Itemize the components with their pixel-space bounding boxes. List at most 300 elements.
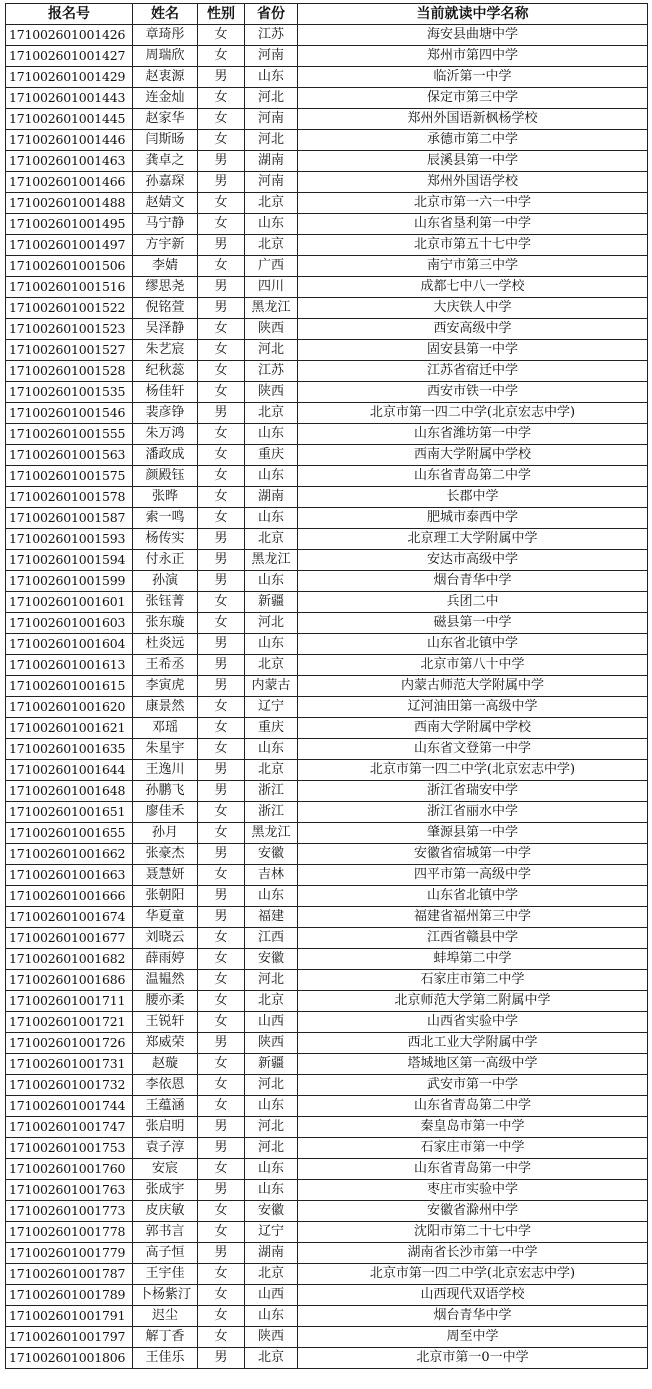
name-cell: 孙鹏飞 xyxy=(133,781,198,802)
gender-cell: 男 xyxy=(198,844,245,865)
table-row xyxy=(6,46,648,67)
table-row xyxy=(6,1138,648,1159)
name-cell: 周瑞欣 xyxy=(133,46,198,67)
name-cell: 孙演 xyxy=(133,571,198,592)
school-cell: 北京市第五十七中学 xyxy=(298,235,648,256)
school-cell: 临沂第一中学 xyxy=(298,67,648,88)
table-row xyxy=(6,949,648,970)
name-cell: 杨传实 xyxy=(133,529,198,550)
registration-number-cell: 171002601001535 xyxy=(6,382,133,403)
table-row xyxy=(6,928,648,949)
name-cell: 朱万鸿 xyxy=(133,424,198,445)
province-cell: 山东 xyxy=(245,214,298,235)
registration-number-cell: 171002601001587 xyxy=(6,508,133,529)
name-cell: 杜炎远 xyxy=(133,634,198,655)
province-cell: 浙江 xyxy=(245,802,298,823)
gender-cell: 男 xyxy=(198,235,245,256)
registration-number-cell: 171002601001603 xyxy=(6,613,133,634)
table-row xyxy=(6,109,648,130)
gender-cell: 女 xyxy=(198,970,245,991)
province-cell: 黑龙江 xyxy=(245,298,298,319)
province-cell: 河北 xyxy=(245,340,298,361)
gender-cell: 女 xyxy=(198,445,245,466)
registration-number-cell: 171002601001575 xyxy=(6,466,133,487)
name-cell: 张朝阳 xyxy=(133,886,198,907)
school-cell: 石家庄市第二中学 xyxy=(298,970,648,991)
registration-number-cell: 171002601001463 xyxy=(6,151,133,172)
table-row xyxy=(6,781,648,802)
school-cell: 磁县第一中学 xyxy=(298,613,648,634)
school-cell: 长郡中学 xyxy=(298,487,648,508)
table-row xyxy=(6,676,648,697)
table-row xyxy=(6,571,648,592)
name-cell: 郑威荣 xyxy=(133,1033,198,1054)
school-cell: 成都七中八一学校 xyxy=(298,277,648,298)
gender-cell: 男 xyxy=(198,277,245,298)
province-cell: 安徽 xyxy=(245,1201,298,1222)
province-cell: 山东 xyxy=(245,67,298,88)
gender-cell: 女 xyxy=(198,592,245,613)
gender-cell: 男 xyxy=(198,886,245,907)
name-cell: 刘晓云 xyxy=(133,928,198,949)
province-cell: 北京 xyxy=(245,991,298,1012)
registration-number-cell: 171002601001753 xyxy=(6,1138,133,1159)
name-cell: 李婧 xyxy=(133,256,198,277)
province-cell: 黑龙江 xyxy=(245,823,298,844)
table-body xyxy=(6,25,648,1369)
registration-number-cell: 171002601001466 xyxy=(6,172,133,193)
name-cell: 高子恒 xyxy=(133,1243,198,1264)
name-cell: 赵家华 xyxy=(133,109,198,130)
province-cell: 山东 xyxy=(245,508,298,529)
school-cell: 山东省北镇中学 xyxy=(298,634,648,655)
table-row xyxy=(6,1264,648,1285)
gender-cell: 男 xyxy=(198,151,245,172)
registration-number-cell: 171002601001806 xyxy=(6,1348,133,1369)
gender-cell: 女 xyxy=(198,1201,245,1222)
table-row xyxy=(6,1117,648,1138)
registration-number-cell: 171002601001787 xyxy=(6,1264,133,1285)
gender-cell: 女 xyxy=(198,424,245,445)
registration-number-cell: 171002601001747 xyxy=(6,1117,133,1138)
table-row xyxy=(6,487,648,508)
registration-number-cell: 171002601001686 xyxy=(6,970,133,991)
name-cell: 袁子淳 xyxy=(133,1138,198,1159)
gender-cell: 男 xyxy=(198,172,245,193)
gender-cell: 男 xyxy=(198,298,245,319)
province-cell: 辽宁 xyxy=(245,1222,298,1243)
school-cell: 保定市第三中学 xyxy=(298,88,648,109)
province-cell: 辽宁 xyxy=(245,697,298,718)
school-cell: 南宁市第三中学 xyxy=(298,256,648,277)
registration-number-cell: 171002601001644 xyxy=(6,760,133,781)
registration-number-cell: 171002601001655 xyxy=(6,823,133,844)
province-cell: 北京 xyxy=(245,235,298,256)
table-row xyxy=(6,844,648,865)
gender-cell: 女 xyxy=(198,1222,245,1243)
name-cell: 张启明 xyxy=(133,1117,198,1138)
table-row xyxy=(6,1201,648,1222)
gender-cell: 女 xyxy=(198,697,245,718)
name-cell: 索一鸣 xyxy=(133,508,198,529)
gender-cell: 男 xyxy=(198,1138,245,1159)
name-cell: 康景然 xyxy=(133,697,198,718)
name-cell: 王锐轩 xyxy=(133,1012,198,1033)
name-cell: 龚卓之 xyxy=(133,151,198,172)
table-row xyxy=(6,550,648,571)
school-cell: 塔城地区第一高级中学 xyxy=(298,1054,648,1075)
registration-number-cell: 171002601001666 xyxy=(6,886,133,907)
gender-cell: 男 xyxy=(198,655,245,676)
gender-cell: 女 xyxy=(198,214,245,235)
province-cell: 山东 xyxy=(245,634,298,655)
gender-cell: 女 xyxy=(198,928,245,949)
gender-cell: 女 xyxy=(198,256,245,277)
gender-cell: 女 xyxy=(198,718,245,739)
gender-cell: 女 xyxy=(198,823,245,844)
gender-cell: 女 xyxy=(198,1264,245,1285)
gender-cell: 女 xyxy=(198,802,245,823)
registration-number-cell: 171002601001674 xyxy=(6,907,133,928)
province-cell: 湖南 xyxy=(245,487,298,508)
school-cell: 郑州外国语新枫杨学校 xyxy=(298,109,648,130)
school-cell: 肇源县第一中学 xyxy=(298,823,648,844)
gender-cell: 男 xyxy=(198,529,245,550)
name-cell: 赵衷源 xyxy=(133,67,198,88)
table-row xyxy=(6,1159,648,1180)
table-row xyxy=(6,214,648,235)
registration-number-cell: 171002601001427 xyxy=(6,46,133,67)
registration-number-cell: 171002601001731 xyxy=(6,1054,133,1075)
table-row xyxy=(6,403,648,424)
school-cell: 四平市第一高级中学 xyxy=(298,865,648,886)
school-cell: 北京市第一0一中学 xyxy=(298,1348,648,1369)
name-cell: 王蕴涵 xyxy=(133,1096,198,1117)
table-row xyxy=(6,1306,648,1327)
province-cell: 山东 xyxy=(245,886,298,907)
school-cell: 兵团二中 xyxy=(298,592,648,613)
school-cell: 烟台青华中学 xyxy=(298,1306,648,1327)
name-cell: 张豪杰 xyxy=(133,844,198,865)
school-cell: 福建省福州第三中学 xyxy=(298,907,648,928)
province-cell: 北京 xyxy=(245,193,298,214)
gender-cell: 女 xyxy=(198,865,245,886)
province-cell: 河北 xyxy=(245,970,298,991)
province-cell: 新疆 xyxy=(245,1054,298,1075)
registration-number-cell: 171002601001711 xyxy=(6,991,133,1012)
province-cell: 山东 xyxy=(245,424,298,445)
province-cell: 河南 xyxy=(245,109,298,130)
province-cell: 河北 xyxy=(245,1117,298,1138)
header-registration-number: 报名号 xyxy=(6,4,133,25)
gender-cell: 男 xyxy=(198,403,245,424)
gender-cell: 女 xyxy=(198,1096,245,1117)
header-gender: 性别 xyxy=(198,4,245,25)
gender-cell: 女 xyxy=(198,88,245,109)
gender-cell: 男 xyxy=(198,634,245,655)
school-cell: 安达市高级中学 xyxy=(298,550,648,571)
school-cell: 北京理工大学附属中学 xyxy=(298,529,648,550)
province-cell: 浙江 xyxy=(245,781,298,802)
province-cell: 山东 xyxy=(245,1096,298,1117)
school-cell: 辽河油田第一高级中学 xyxy=(298,697,648,718)
table-row xyxy=(6,151,648,172)
school-cell: 浙江省丽水中学 xyxy=(298,802,648,823)
gender-cell: 女 xyxy=(198,1012,245,1033)
school-cell: 大庆铁人中学 xyxy=(298,298,648,319)
table-row xyxy=(6,1327,648,1348)
gender-cell: 男 xyxy=(198,1180,245,1201)
name-cell: 薛雨婷 xyxy=(133,949,198,970)
name-cell: 倪铭萱 xyxy=(133,298,198,319)
gender-cell: 男 xyxy=(198,1348,245,1369)
registration-number-cell: 171002601001429 xyxy=(6,67,133,88)
province-cell: 陕西 xyxy=(245,1327,298,1348)
name-cell: 王宇佳 xyxy=(133,1264,198,1285)
province-cell: 江苏 xyxy=(245,361,298,382)
school-cell: 山西现代双语学校 xyxy=(298,1285,648,1306)
province-cell: 湖南 xyxy=(245,1243,298,1264)
school-cell: 山东省青岛第一中学 xyxy=(298,1159,648,1180)
name-cell: 裴彦铮 xyxy=(133,403,198,424)
name-cell: 潘政成 xyxy=(133,445,198,466)
registration-number-cell: 171002601001522 xyxy=(6,298,133,319)
registration-number-cell: 171002601001488 xyxy=(6,193,133,214)
province-cell: 河北 xyxy=(245,88,298,109)
province-cell: 河北 xyxy=(245,613,298,634)
registration-number-cell: 171002601001495 xyxy=(6,214,133,235)
registration-number-cell: 171002601001497 xyxy=(6,235,133,256)
registration-number-cell: 171002601001648 xyxy=(6,781,133,802)
table-row xyxy=(6,67,648,88)
province-cell: 山东 xyxy=(245,571,298,592)
registration-number-cell: 171002601001789 xyxy=(6,1285,133,1306)
gender-cell: 女 xyxy=(198,319,245,340)
table-row xyxy=(6,1243,648,1264)
school-cell: 北京市第一四二中学(北京宏志中学) xyxy=(298,1264,648,1285)
name-cell: 朱艺宸 xyxy=(133,340,198,361)
gender-cell: 女 xyxy=(198,1159,245,1180)
table-row xyxy=(6,193,648,214)
gender-cell: 男 xyxy=(198,550,245,571)
school-cell: 石家庄市第一中学 xyxy=(298,1138,648,1159)
province-cell: 黑龙江 xyxy=(245,550,298,571)
school-cell: 周至中学 xyxy=(298,1327,648,1348)
table-row xyxy=(6,88,648,109)
school-cell: 郑州外国语学校 xyxy=(298,172,648,193)
province-cell: 山西 xyxy=(245,1285,298,1306)
school-cell: 烟台青华中学 xyxy=(298,571,648,592)
gender-cell: 女 xyxy=(198,991,245,1012)
province-cell: 河北 xyxy=(245,1138,298,1159)
province-cell: 安徽 xyxy=(245,844,298,865)
table-row xyxy=(6,634,648,655)
province-cell: 北京 xyxy=(245,403,298,424)
table-row xyxy=(6,1033,648,1054)
province-cell: 北京 xyxy=(245,1264,298,1285)
registration-number-cell: 171002601001651 xyxy=(6,802,133,823)
table-row xyxy=(6,1075,648,1096)
registration-number-cell: 171002601001677 xyxy=(6,928,133,949)
table-row xyxy=(6,1180,648,1201)
table-row xyxy=(6,361,648,382)
school-cell: 辰溪县第一中学 xyxy=(298,151,648,172)
gender-cell: 女 xyxy=(198,46,245,67)
gender-cell: 女 xyxy=(198,1327,245,1348)
registration-number-cell: 171002601001555 xyxy=(6,424,133,445)
table-row xyxy=(6,1222,648,1243)
province-cell: 吉林 xyxy=(245,865,298,886)
table-row xyxy=(6,298,648,319)
registration-number-cell: 171002601001578 xyxy=(6,487,133,508)
province-cell: 安徽 xyxy=(245,949,298,970)
name-cell: 郭书言 xyxy=(133,1222,198,1243)
header-province: 省份 xyxy=(245,4,298,25)
province-cell: 内蒙古 xyxy=(245,676,298,697)
registration-number-cell: 171002601001527 xyxy=(6,340,133,361)
gender-cell: 女 xyxy=(198,109,245,130)
name-cell: 方宇新 xyxy=(133,235,198,256)
gender-cell: 女 xyxy=(198,361,245,382)
table-row xyxy=(6,907,648,928)
gender-cell: 女 xyxy=(198,613,245,634)
registration-number-cell: 171002601001791 xyxy=(6,1306,133,1327)
name-cell: 赵璇 xyxy=(133,1054,198,1075)
province-cell: 新疆 xyxy=(245,592,298,613)
registration-number-cell: 171002601001443 xyxy=(6,88,133,109)
gender-cell: 男 xyxy=(198,760,245,781)
registration-number-cell: 171002601001523 xyxy=(6,319,133,340)
table-row xyxy=(6,592,648,613)
gender-cell: 女 xyxy=(198,949,245,970)
name-cell: 温韫然 xyxy=(133,970,198,991)
registration-number-cell: 171002601001744 xyxy=(6,1096,133,1117)
registration-number-cell: 171002601001613 xyxy=(6,655,133,676)
school-cell: 山东省北镇中学 xyxy=(298,886,648,907)
province-cell: 广西 xyxy=(245,256,298,277)
registration-number-cell: 171002601001601 xyxy=(6,592,133,613)
school-cell: 郑州市第四中学 xyxy=(298,46,648,67)
name-cell: 赵婧文 xyxy=(133,193,198,214)
registration-number-cell: 171002601001620 xyxy=(6,697,133,718)
school-cell: 江苏省宿迁中学 xyxy=(298,361,648,382)
school-cell: 山东省垦利第一中学 xyxy=(298,214,648,235)
table-row xyxy=(6,802,648,823)
province-cell: 北京 xyxy=(245,1348,298,1369)
registration-number-cell: 171002601001778 xyxy=(6,1222,133,1243)
school-cell: 山东省潍坊第一中学 xyxy=(298,424,648,445)
name-cell: 孙嘉琛 xyxy=(133,172,198,193)
header-row xyxy=(6,4,648,25)
table-row xyxy=(6,172,648,193)
school-cell: 安徽省滁州中学 xyxy=(298,1201,648,1222)
table-row xyxy=(6,991,648,1012)
gender-cell: 女 xyxy=(198,130,245,151)
table-row xyxy=(6,655,648,676)
student-list-table xyxy=(5,3,648,1369)
table-row xyxy=(6,529,648,550)
table-row xyxy=(6,382,648,403)
name-cell: 张东璇 xyxy=(133,613,198,634)
gender-cell: 女 xyxy=(198,1054,245,1075)
gender-cell: 男 xyxy=(198,781,245,802)
province-cell: 江西 xyxy=(245,928,298,949)
school-cell: 山东省青岛第二中学 xyxy=(298,1096,648,1117)
gender-cell: 女 xyxy=(198,193,245,214)
province-cell: 陕西 xyxy=(245,382,298,403)
gender-cell: 女 xyxy=(198,508,245,529)
table-row xyxy=(6,256,648,277)
table-row xyxy=(6,235,648,256)
province-cell: 江苏 xyxy=(245,25,298,46)
registration-number-cell: 171002601001797 xyxy=(6,1327,133,1348)
school-cell: 安徽省宿城第一中学 xyxy=(298,844,648,865)
gender-cell: 男 xyxy=(198,676,245,697)
gender-cell: 男 xyxy=(198,571,245,592)
registration-number-cell: 171002601001604 xyxy=(6,634,133,655)
province-cell: 山东 xyxy=(245,1306,298,1327)
table-row xyxy=(6,1348,648,1369)
table-row xyxy=(6,886,648,907)
school-cell: 海安县曲塘中学 xyxy=(298,25,648,46)
table-row xyxy=(6,865,648,886)
name-cell: 章琦彤 xyxy=(133,25,198,46)
gender-cell: 男 xyxy=(198,67,245,88)
name-cell: 安宸 xyxy=(133,1159,198,1180)
name-cell: 卜杨紫汀 xyxy=(133,1285,198,1306)
name-cell: 聂慧妍 xyxy=(133,865,198,886)
province-cell: 湖南 xyxy=(245,151,298,172)
school-cell: 内蒙古师范大学附属中学 xyxy=(298,676,648,697)
name-cell: 孙月 xyxy=(133,823,198,844)
gender-cell: 女 xyxy=(198,1075,245,1096)
registration-number-cell: 171002601001426 xyxy=(6,25,133,46)
province-cell: 重庆 xyxy=(245,718,298,739)
registration-number-cell: 171002601001662 xyxy=(6,844,133,865)
table-row xyxy=(6,508,648,529)
header-name: 姓名 xyxy=(133,4,198,25)
school-cell: 湖南省长沙市第一中学 xyxy=(298,1243,648,1264)
gender-cell: 女 xyxy=(198,739,245,760)
school-cell: 北京市第一六一中学 xyxy=(298,193,648,214)
province-cell: 山西 xyxy=(245,1012,298,1033)
name-cell: 杨佳轩 xyxy=(133,382,198,403)
name-cell: 王逸川 xyxy=(133,760,198,781)
gender-cell: 男 xyxy=(198,1033,245,1054)
registration-number-cell: 171002601001682 xyxy=(6,949,133,970)
name-cell: 纪秋蕊 xyxy=(133,361,198,382)
province-cell: 重庆 xyxy=(245,445,298,466)
table-row xyxy=(6,1096,648,1117)
province-cell: 陕西 xyxy=(245,1033,298,1054)
registration-number-cell: 171002601001615 xyxy=(6,676,133,697)
table-row xyxy=(6,823,648,844)
table-row xyxy=(6,718,648,739)
table-row xyxy=(6,1285,648,1306)
name-cell: 华夏童 xyxy=(133,907,198,928)
gender-cell: 女 xyxy=(198,340,245,361)
registration-number-cell: 171002601001594 xyxy=(6,550,133,571)
table-header xyxy=(6,4,648,25)
registration-number-cell: 171002601001546 xyxy=(6,403,133,424)
gender-cell: 女 xyxy=(198,1306,245,1327)
table-row xyxy=(6,760,648,781)
name-cell: 王希丞 xyxy=(133,655,198,676)
table-row xyxy=(6,1054,648,1075)
registration-number-cell: 171002601001445 xyxy=(6,109,133,130)
province-cell: 山东 xyxy=(245,1180,298,1201)
name-cell: 朱星宇 xyxy=(133,739,198,760)
